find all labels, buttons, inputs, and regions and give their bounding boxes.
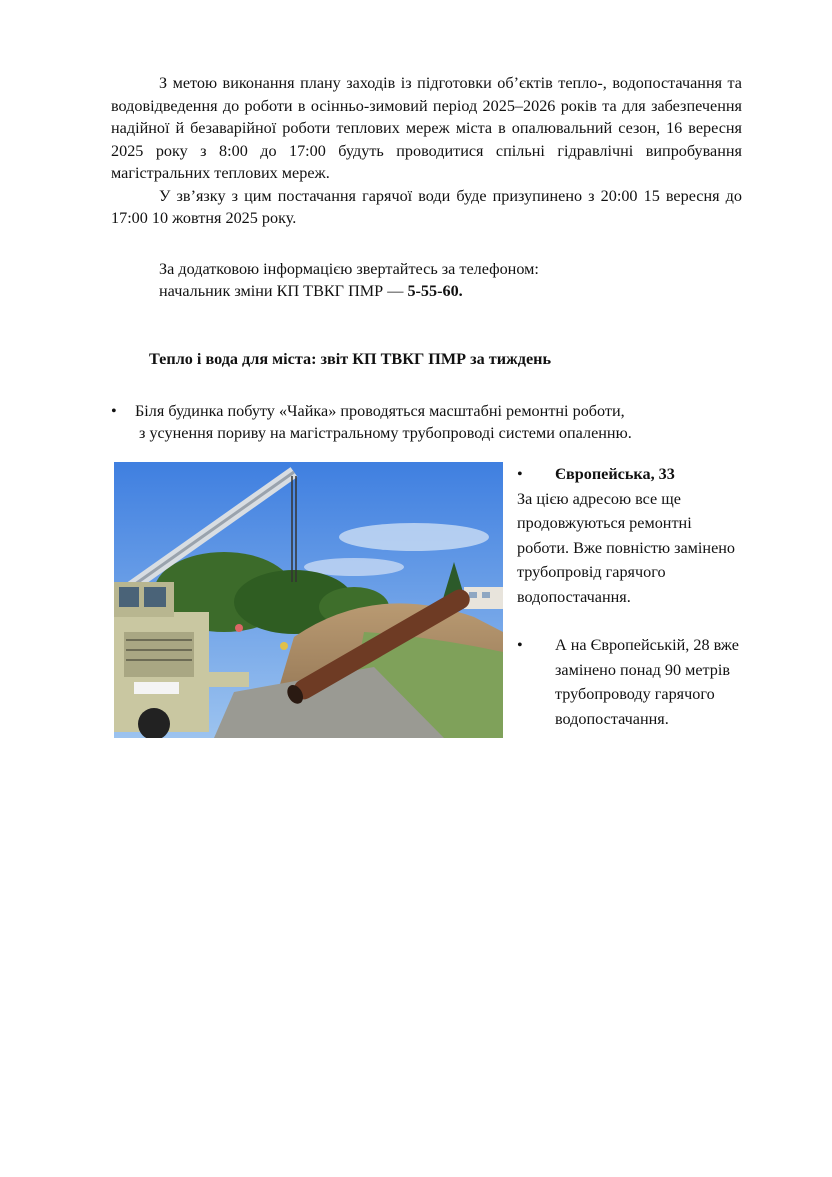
bullet-text-line-2: з усунення пориву на магістральному трубопроводі системи опаленню.	[139, 424, 632, 442]
contact-line-1: За додатковою інформацією звертайтесь за телефоном:	[159, 259, 539, 278]
address-33-text: За цією адресою все ще продовжуються ремонтні роботи. Вже повністю замінено трубопровід гарячого водопостачання.	[517, 489, 736, 606]
bullet-item-yevropeiska-33	[517, 462, 747, 487]
contact-role: начальник зміни КП ТВКГ ПМР —	[159, 282, 408, 300]
bullet-item-chaika	[111, 400, 742, 445]
intro-paragraph-1: З метою виконання плану заходів із підготовки об’єктів тепло-, водопостачання та водовідведення до роботи в осінньо-зимовий період 2025–2026 років та для забезпечення надійної й безаварійної роботи теплових мереж міста в опалювальний сезон, 16 вересня 2025 року з 8:00 до 17:00 будуть проводитися спільні гідравлічні випробування магістральних теплових мереж.	[111, 74, 742, 182]
address-28-text: А на Європейській, 28 вже замінено понад 90 метрів трубопроводу гарячого водопостачання.	[555, 636, 739, 728]
report-side-column	[517, 462, 747, 731]
bullet-icon: •	[111, 401, 117, 420]
bullet-icon: •	[517, 636, 523, 654]
contact-block	[159, 258, 742, 303]
bullet-icon: •	[517, 465, 523, 483]
address-heading-33: Європейська, 33	[555, 465, 675, 483]
bullet-text-line-1: Біля будинка побуту «Чайка» проводяться масштабні ремонтні роботи,	[135, 401, 625, 420]
intro-paragraph-2: У зв’язку з цим постачання гарячої води буде призупинено з 20:00 15 вересня до 17:00 10 жовтня 2025 року.	[111, 186, 742, 227]
bullet-item-yevropeiska-28	[517, 633, 747, 731]
document-page	[111, 72, 742, 728]
contact-line-2	[159, 280, 742, 303]
crane-excavation-illustration	[114, 462, 503, 738]
repair-site-photo	[114, 462, 503, 738]
report-media-row	[114, 462, 746, 738]
report-heading: Тепло і вода для міста: звіт КП ТВКГ ПМР за тиждень	[149, 349, 552, 368]
contact-phone: 5-55-60.	[407, 282, 463, 300]
